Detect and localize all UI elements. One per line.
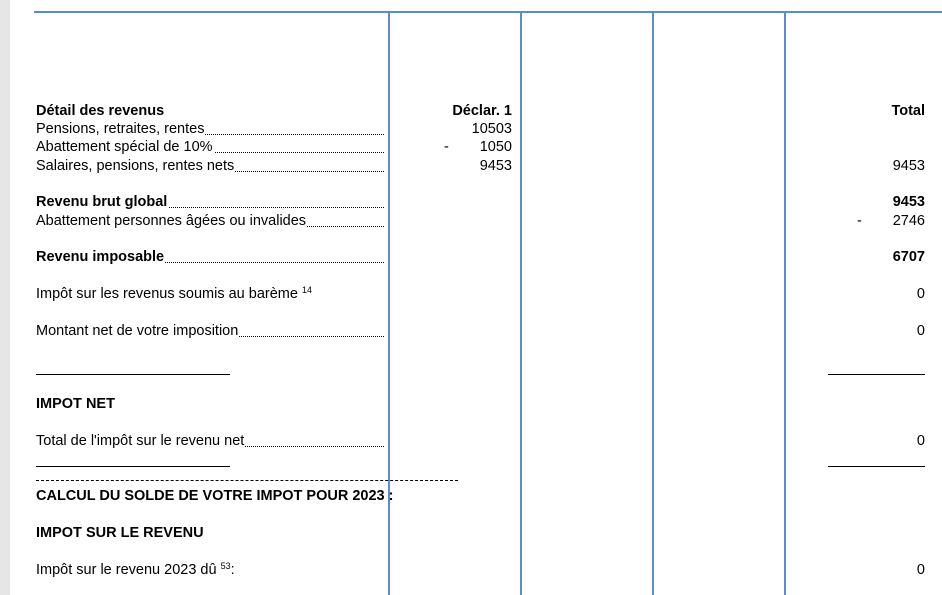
row-impot-bareme-total: 0 [916, 286, 925, 302]
grid-column-line-3 [652, 11, 654, 595]
row-total-impot-label: Total de l'impôt sur le revenu net [36, 433, 384, 450]
grid-column-line-4 [784, 11, 786, 595]
row-nets-declar: 9453 [479, 158, 512, 174]
row-ir-du-total: 0 [916, 562, 925, 578]
separator-rule-right-2 [828, 466, 925, 467]
row-pensions-declar: 10503 [471, 121, 512, 137]
dashed-separator [36, 480, 458, 481]
row-impot-bareme-label: Impôt sur les revenus soumis au barème $^{14}$ [36, 285, 312, 302]
row-abattement10-label: Abattement spécial de 10% [36, 139, 384, 156]
row-montant-net-label: Montant net de votre imposition [36, 323, 384, 340]
row-abattement10-sign: - [444, 139, 449, 155]
row-imposable-total: 6707 [892, 249, 925, 265]
row-abat-ages-total: 2746 [892, 213, 925, 229]
column-header-total: Total [891, 103, 925, 119]
impot-net-heading: IMPOT NET [36, 396, 115, 412]
column-header-declarant: Déclar. 1 [452, 103, 512, 119]
separator-rule-right-1 [828, 374, 925, 375]
footnote-53: 53 [220, 561, 231, 571]
grid-column-line-1 [388, 11, 390, 595]
grid-column-line-2 [520, 11, 522, 595]
row-nets-label: Salaires, pensions, rentes nets [36, 158, 384, 175]
separator-rule-left-2 [36, 466, 230, 467]
row-abattement10-declar: 1050 [479, 139, 512, 155]
row-montant-net-total: 0 [916, 323, 925, 339]
row-nets-total: 9453 [892, 158, 925, 174]
row-abat-ages-sign: - [857, 213, 862, 229]
impot-revenu-heading: IMPOT SUR LE REVENU [36, 525, 204, 541]
separator-rule-left-1 [36, 374, 230, 375]
row-abat-ages-label: Abattement personnes âgées ou invalides [36, 213, 384, 230]
footnote-14: 14 [301, 285, 312, 295]
row-imposable-label: Revenu imposable [36, 249, 384, 266]
row-ir-du-label: Impôt sur le revenu 2023 dû $^{53}$: [36, 561, 235, 578]
left-gutter [0, 0, 10, 595]
row-pensions-label: Pensions, retraites, rentes [36, 121, 384, 138]
section-title: Détail des revenus [36, 103, 165, 119]
row-brut-total: 9453 [892, 194, 925, 210]
grid-top-line [34, 11, 942, 13]
calcul-solde-heading: CALCUL DU SOLDE DE VOTRE IMPOT POUR 2023 : [36, 488, 394, 504]
row-brut-label: Revenu brut global [36, 194, 384, 211]
row-total-impot-total: 0 [916, 433, 925, 449]
